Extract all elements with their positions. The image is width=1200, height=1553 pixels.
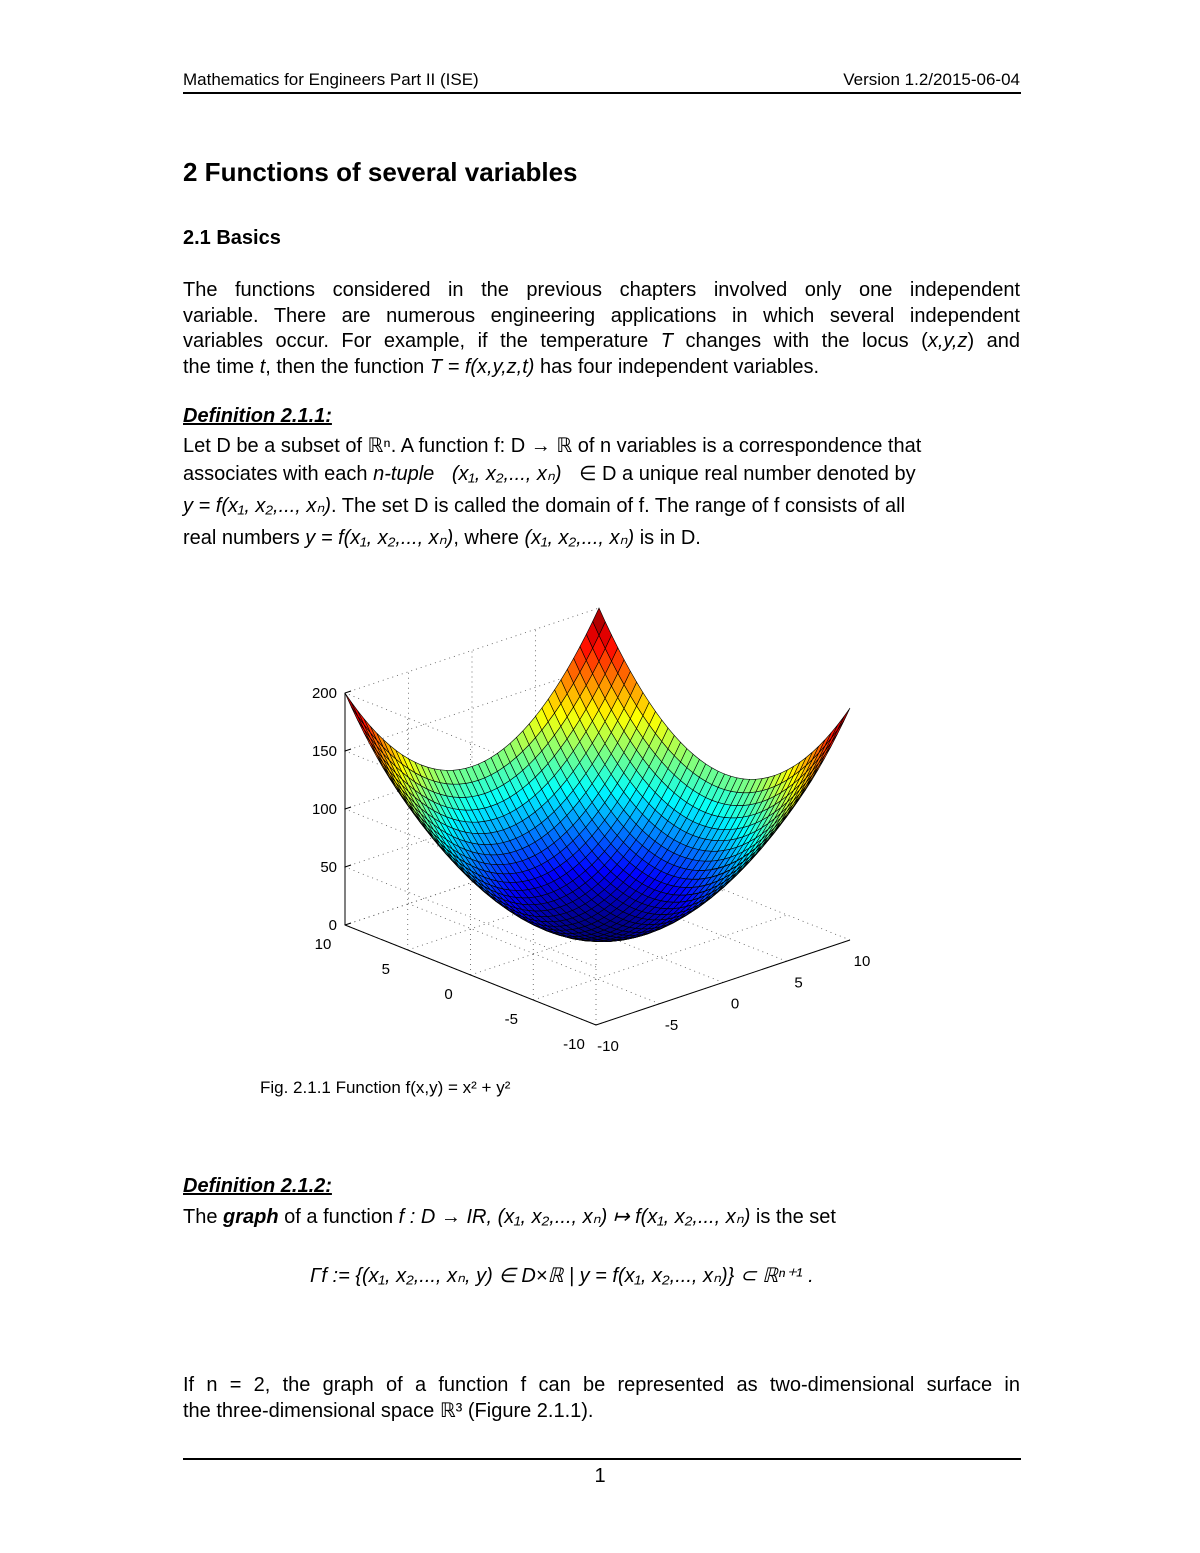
- closing-line-1: If n = 2, the graph of a function f can be represented as two-dimensional surface in: [183, 1374, 1020, 1396]
- definition-1-line-1: Let D be a subset of ℝⁿ. A function f: D → ℝ of n variables is a correspondence that: [183, 435, 922, 457]
- z-tick: [345, 691, 351, 693]
- z-tick-label: 150: [311, 743, 337, 760]
- z-tick-label: 200: [311, 685, 337, 702]
- z-tick: [345, 807, 351, 809]
- z-tick: [345, 749, 351, 751]
- z-tick-label: 0: [328, 917, 337, 934]
- right-axis-tick-label: 0: [730, 995, 740, 1013]
- left-axis-tick-label: -5: [504, 1011, 518, 1028]
- z-tick: [345, 865, 351, 867]
- left-axis-tick-label: 10: [314, 936, 332, 953]
- right-axis-tick-label: 10: [853, 953, 871, 970]
- section-title: 2.1 Basics: [183, 227, 281, 249]
- definition-1-heading: Definition 2.1.1:: [183, 405, 332, 427]
- definition-1-line-4: real numbers y = f(x₁, x₂,..., xₙ), where (x₁, x₂,..., xₙ) is in D.: [183, 527, 701, 549]
- chapter-title: 2 Functions of several variables: [183, 157, 578, 187]
- right-axis-tick-label: -10: [597, 1038, 619, 1055]
- closing-line-2: the three-dimensional space ℝ³ (Figure 2.1.1).: [183, 1399, 594, 1422]
- intro-line-3: variables occur. For example, if the temperature T changes with the locus (x,y,z) and: [183, 330, 1020, 352]
- z-tick: [345, 923, 351, 925]
- footer-rule: [183, 1458, 1021, 1460]
- right-axis-line: [596, 940, 850, 1025]
- closing-paragraph: [183, 1373, 1020, 1424]
- graph-set-equation: Γf := {(x₁, x₂,..., xₙ, y) ∈ D×ℝ | y = f(x₁, x₂,..., xₙ)} ⊂ ℝⁿ⁺¹ .: [310, 1265, 814, 1287]
- page-number: 1: [594, 1465, 606, 1487]
- intro-line-2: variable. There are numerous engineering applications in which several independent: [183, 304, 1020, 327]
- surface-patch: [351, 702, 364, 724]
- right-axis-tick-label: -5: [664, 1016, 679, 1034]
- left-axis-tick-label: -10: [563, 1036, 585, 1053]
- right-axis-tick-label: 5: [794, 974, 803, 992]
- tuple-expression: (x₁, x₂,..., xₙ): [451, 463, 562, 485]
- surface-patch: [831, 717, 844, 739]
- surface-patch: [345, 693, 358, 716]
- intro-line-4: the time t, then the function T = f(x,y,z,t) has four independent variables.: [183, 355, 820, 378]
- definition-2-heading: Definition 2.1.2:: [183, 1175, 332, 1197]
- header-title: Mathematics for Engineers Part II (ISE): [183, 70, 479, 89]
- figure-caption: Fig. 2.1.1 Function f(x,y) = x² + y²: [260, 1078, 511, 1097]
- z-tick-label: 50: [320, 859, 337, 876]
- z-tick-label: 100: [311, 801, 337, 818]
- intro-line-1: The functions considered in the previous chapters involved only one independent: [183, 279, 1020, 301]
- left-axis-tick-label: 0: [444, 986, 453, 1003]
- definition-2-line-1: The graph of a function f : D → IR, (x₁, x₂,..., xₙ) ↦ f(x₁, x₂,..., xₙ) is the set: [183, 1206, 836, 1228]
- left-axis-tick-label: 5: [381, 961, 390, 978]
- header-version: Version 1.2/2015-06-04: [843, 70, 1020, 89]
- definition-1-line-3: y = f(x₁, x₂,..., xₙ). The set D is called the domain of f. The range of f consists of all: [183, 495, 906, 517]
- definition-1-line-2: associates with each n-tuple (x₁, x₂,..., xₙ) ∈ D a unique real number denoted by: [183, 463, 916, 485]
